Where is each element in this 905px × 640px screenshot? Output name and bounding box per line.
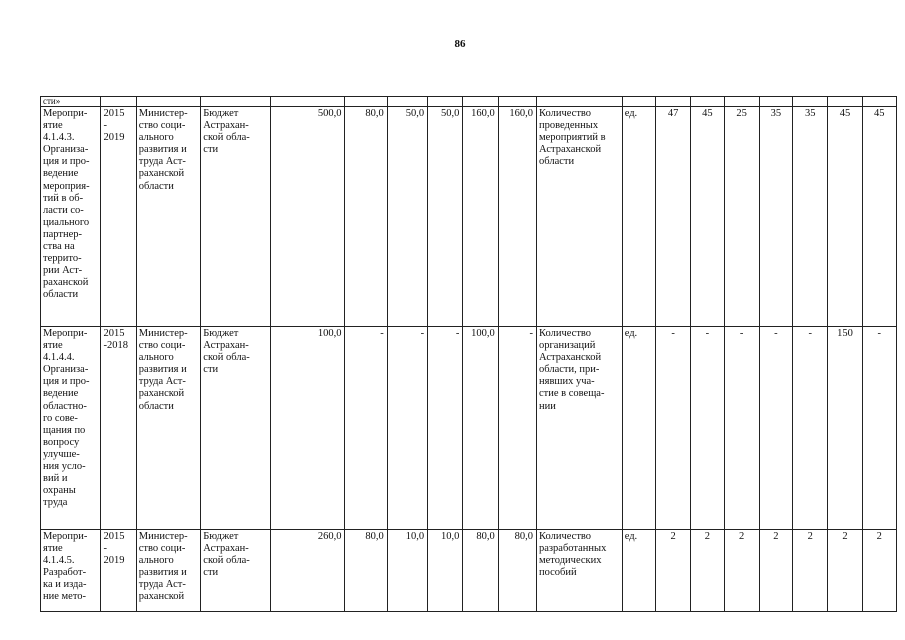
table-body	[41, 97, 897, 612]
yearly-amount-cell: 80,0	[345, 107, 387, 327]
table-row	[41, 327, 897, 530]
yearly-amount-cell: 10,0	[428, 530, 463, 612]
yearly-amount-cell: 50,0	[387, 107, 427, 327]
yearly-amount-cell: -	[387, 327, 427, 530]
total-amount-cell: 260,0	[270, 530, 345, 612]
target-value-cell: -	[759, 327, 792, 530]
target-value-cell: -	[862, 327, 896, 530]
table-row	[41, 107, 897, 327]
target-value-cell: 35	[759, 107, 792, 327]
target-value-cell: -	[655, 327, 690, 530]
target-value-cell: 2	[724, 530, 759, 612]
yearly-amount-cell: 160,0	[498, 107, 536, 327]
yearly-amount-cell: -	[498, 327, 536, 530]
period-cell: 2015 - 2019	[101, 530, 136, 612]
target-value-cell: 47	[655, 107, 690, 327]
yearly-amount-cell: 80,0	[463, 530, 498, 612]
unit-cell: ед.	[622, 327, 655, 530]
total-amount-cell: 100,0	[270, 327, 345, 530]
indicator-cell: Количество организаций Астраханской области, при- нявших уча- стие в совеща- нии	[537, 327, 623, 530]
yearly-amount-cell: 50,0	[428, 107, 463, 327]
target-value-cell: -	[691, 327, 724, 530]
target-value-cell: 45	[691, 107, 724, 327]
period-cell: 2015 - 2019	[101, 107, 136, 327]
indicator-cell: Количество разработанных методических пособий	[537, 530, 623, 612]
target-value-cell: 45	[828, 107, 862, 327]
target-value-cell: 45	[862, 107, 896, 327]
program-activities-table	[40, 96, 897, 612]
unit-cell: ед.	[622, 107, 655, 327]
target-value-cell: 2	[793, 530, 828, 612]
activity-name-cell: Меропри- ятие 4.1.4.4. Организа- ция и про- ведение областно- го сове- щания по вопросу улучше- ния усло- вий и охраны труда	[41, 327, 101, 530]
program-table-container	[40, 96, 897, 612]
yearly-amount-cell: 80,0	[345, 530, 387, 612]
table-row	[41, 530, 897, 612]
target-value-cell: 2	[759, 530, 792, 612]
funding-source-cell: Бюджет Астрахан- ской обла- сти	[201, 327, 271, 530]
yearly-amount-cell: -	[428, 327, 463, 530]
executor-cell: Министер- ство соци- ального развития и труда Аст- раханской области	[136, 327, 201, 530]
yearly-amount-cell: -	[345, 327, 387, 530]
page-number: 86	[454, 38, 466, 50]
yearly-amount-cell: 80,0	[498, 530, 536, 612]
continuation-cell: сти»	[41, 97, 101, 107]
funding-source-cell: Бюджет Астрахан- ской обла- сти	[201, 530, 271, 612]
unit-cell: ед.	[622, 530, 655, 612]
target-value-cell: 35	[793, 107, 828, 327]
yearly-amount-cell: 10,0	[387, 530, 427, 612]
executor-cell: Министер- ство соци- ального развития и труда Аст- раханской	[136, 530, 201, 612]
target-value-cell: -	[793, 327, 828, 530]
target-value-cell: 2	[691, 530, 724, 612]
yearly-amount-cell: 160,0	[463, 107, 498, 327]
period-cell: 2015 -2018	[101, 327, 136, 530]
target-value-cell: -	[724, 327, 759, 530]
indicator-cell: Количество проведенных мероприятий в Астраханской области	[537, 107, 623, 327]
yearly-amount-cell: 100,0	[463, 327, 498, 530]
target-value-cell: 2	[828, 530, 862, 612]
activity-name-cell: Меропри- ятие 4.1.4.5. Разработ- ка и изда- ние мето-	[41, 530, 101, 612]
target-value-cell: 2	[655, 530, 690, 612]
total-amount-cell: 500,0	[270, 107, 345, 327]
funding-source-cell: Бюджет Астрахан- ской обла- сти	[201, 107, 271, 327]
target-value-cell: 25	[724, 107, 759, 327]
activity-name-cell: Меропри- ятие 4.1.4.3. Организа- ция и про- ведение мероприя- тий в об- ласти со- циального партнер- ства на террито- рии Аст- раханской области	[41, 107, 101, 327]
target-value-cell: 150	[828, 327, 862, 530]
executor-cell: Министер- ство соци- ального развития и труда Аст- раханской области	[136, 107, 201, 327]
target-value-cell: 2	[862, 530, 896, 612]
continuation-row	[41, 97, 897, 107]
